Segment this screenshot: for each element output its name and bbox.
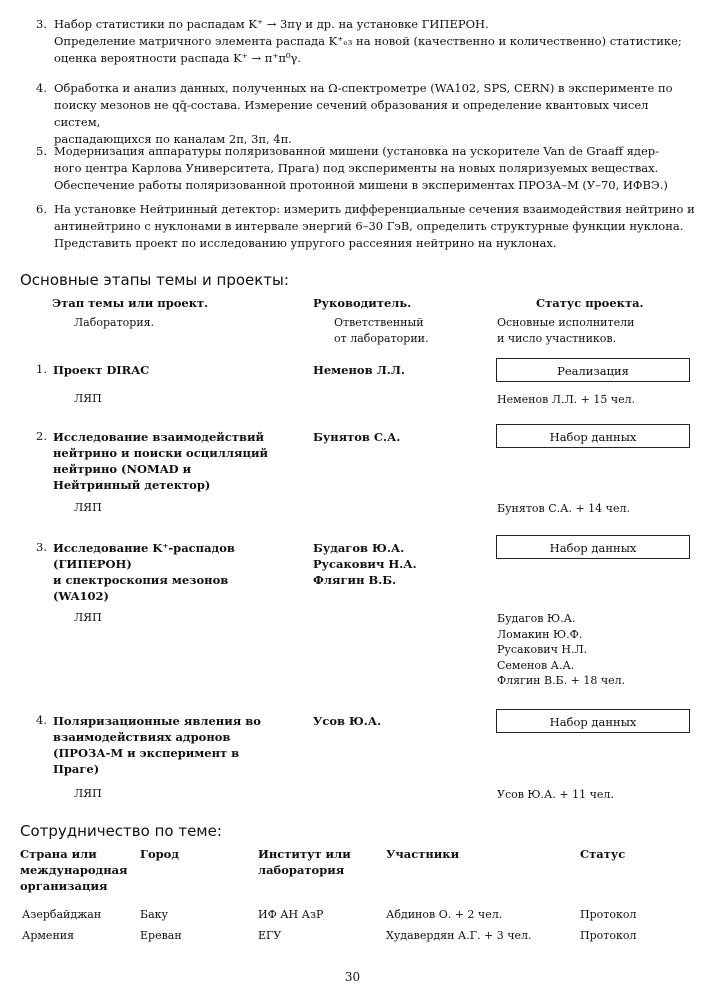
collab-cell: Протокол: [580, 929, 637, 942]
collab-column-header: Страна или международная организация: [20, 847, 128, 893]
goal-item: [36, 80, 696, 148]
goal-number: 6.: [36, 202, 47, 216]
project-title: Поляризационные явления во взаимодействиях адронов (ПРОЗА-М и эксперимент в Праге): [53, 714, 261, 776]
column-header-stage: Этап темы или проект.: [52, 296, 209, 310]
project-lab: ЛЯП: [74, 392, 102, 405]
column-header-leader: Руководитель.: [313, 296, 412, 310]
column-subheader-leader: от лаборатории.: [334, 332, 429, 345]
stages-heading: Основные этапы темы и проекты:: [20, 271, 289, 289]
collab-cell: Армения: [22, 929, 75, 942]
project-status-box: Набор данных: [496, 709, 690, 733]
goal-text: Модернизация аппаратуры поляризованной мишени (установка на ускорителе Van de Graaff ядер- ного центра Карлова Университета, Прага) под эксперименты на новых поляризуемых веществах. Обеспечение работы поляризованной протонной мишени в экспериментах ПРОЗА–М (У–70, ИФВЭ.): [54, 144, 668, 192]
collaboration-heading: Сотрудничество по теме:: [20, 822, 222, 840]
goal-number: 3.: [36, 17, 47, 31]
project-members: Неменов Л.Л. + 15 чел.: [497, 393, 636, 406]
project-lab: ЛЯП: [74, 501, 102, 514]
collab-cell: Азербайджан: [22, 908, 102, 921]
project-members: Будагов Ю.А. Ломакин Ю.Ф. Русакович Н.Л. Семенов А.А. Флягин В.Б. + 18 чел.: [497, 612, 626, 687]
column-subheader-status: и число участников.: [497, 332, 617, 345]
column-header-status: Статус проекта.: [536, 296, 644, 310]
collab-cell: Худавердян А.Г. + 3 чел.: [386, 929, 532, 942]
goal-text: Набор статистики по распадам K⁺ → 3πγ и др. на установке ГИПЕРОН. Определение матричного элемента распада K⁺ₑ₃ на новой (качественно и количественно) статистике; оценка вероятности распада K⁺ → π⁺π⁰γ.: [54, 17, 682, 65]
project-status-box: Набор данных: [496, 424, 690, 448]
project-title: Исследование взаимодействий нейтрино и поиски осцилляций нейтрино (NOMAD и Нейтринный детектор): [53, 430, 269, 492]
project-leader: Будагов Ю.А. Русакович Н.А. Флягин В.Б.: [313, 541, 417, 587]
collab-column-header: Институт или лаборатория: [258, 847, 351, 877]
goal-text: Обработка и анализ данных, полученных на Ω-спектрометре (WA102, SPS, CERN) в эксперименте по поиску мезонов не qq̄-состава. Измерение сечений образования и определение квантовых чисел систем, распадающихся по каналам 2π, 3π, 4π.: [54, 81, 673, 146]
goal-item: [36, 16, 696, 67]
goal-number: 4.: [36, 81, 47, 95]
project-number: 3.: [36, 540, 47, 554]
collab-cell: ЕГУ: [258, 929, 282, 942]
goal-item: [36, 143, 696, 194]
project-leader: Усов Ю.А.: [313, 714, 382, 728]
project-status-box: Реализация: [496, 358, 690, 382]
collab-cell: Абдинов О. + 2 чел.: [386, 908, 503, 921]
project-members: Бунятов С.А. + 14 чел.: [497, 502, 630, 515]
goal-text: На установке Нейтринный детектор: измерить дифференциальные сечения взаимодействия нейтрино и антинейтрино с нуклонами в интервале энергий 6–30 ГэВ, определить структурные функции нуклона. Представить проект по исследованию упругого рассеяния нейтрино на нуклонах.: [54, 202, 695, 250]
project-number: 2.: [36, 429, 47, 443]
collab-cell: Баку: [140, 908, 168, 921]
project-lab: ЛЯП: [74, 787, 102, 800]
project-lab: ЛЯП: [74, 611, 102, 624]
project-members: Усов Ю.А. + 11 чел.: [497, 788, 614, 801]
project-status-box: Набор данных: [496, 535, 690, 559]
project-title: Проект DIRAC: [53, 363, 150, 377]
column-subheader-leader: Ответственный: [334, 316, 424, 329]
project-number: 1.: [36, 362, 47, 376]
goal-item: [36, 201, 696, 252]
column-subheader-stage: Лаборатория.: [74, 316, 155, 329]
collab-column-header: Участники: [386, 847, 460, 861]
column-subheader-status: Основные исполнители: [497, 316, 635, 329]
page-number: 30: [344, 970, 361, 984]
collab-cell: Протокол: [580, 908, 637, 921]
goal-number: 5.: [36, 144, 47, 158]
collab-cell: Ереван: [140, 929, 182, 942]
project-title: Исследование K⁺-распадов (ГИПЕРОН) и спектроскопия мезонов (WA102): [53, 541, 235, 603]
project-leader: Бунятов С.А.: [313, 430, 401, 444]
collab-cell: ИФ АН АзР: [258, 908, 324, 921]
collab-column-header: Статус: [580, 847, 626, 861]
project-leader: Неменов Л.Л.: [313, 363, 405, 377]
collab-column-header: Город: [140, 847, 179, 861]
project-number: 4.: [36, 713, 47, 727]
